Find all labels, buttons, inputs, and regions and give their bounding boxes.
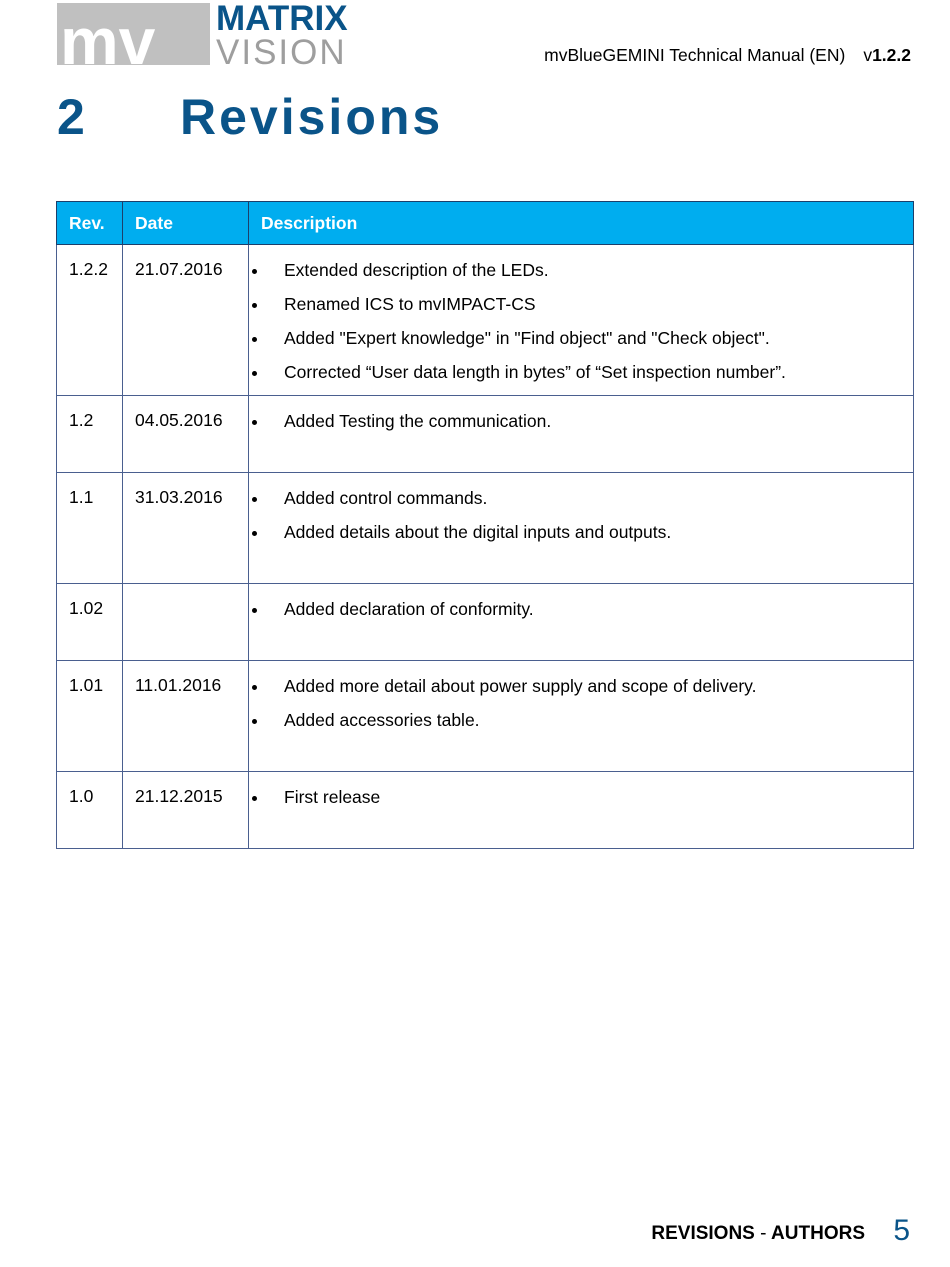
bullet-icon	[252, 796, 257, 801]
revisions-table	[56, 201, 914, 849]
logo-brand-line1: MATRIX	[216, 3, 348, 38]
rev-cell: 1.02	[57, 584, 123, 661]
col-header-rev: Rev.	[57, 202, 123, 245]
bullet-icon	[252, 337, 257, 342]
rev-cell: 1.2.2	[57, 245, 123, 396]
description-list	[249, 487, 901, 544]
description-cell	[249, 584, 914, 661]
description-list	[249, 598, 901, 621]
rev-cell: 1.2	[57, 396, 123, 473]
footer-left: REVISIONS	[651, 1223, 755, 1244]
list-item-text: Added accessories table.	[284, 710, 480, 730]
footer-separator: -	[760, 1223, 767, 1244]
list-item	[249, 521, 901, 544]
list-item	[249, 675, 901, 698]
bullet-icon	[252, 719, 257, 724]
date-cell: 21.07.2016	[123, 245, 249, 396]
bullet-icon	[252, 531, 257, 536]
bullet-icon	[252, 269, 257, 274]
list-item-text: Added control commands.	[284, 488, 488, 508]
date-cell: 21.12.2015	[123, 772, 249, 849]
table-header-row	[57, 202, 914, 245]
bullet-icon	[252, 420, 257, 425]
description-cell	[249, 396, 914, 473]
version-number: 1.2.2	[872, 45, 911, 65]
section-heading	[57, 88, 443, 146]
date-cell: 11.01.2016	[123, 661, 249, 772]
bullet-icon	[252, 608, 257, 613]
list-item	[249, 259, 901, 282]
description-cell	[249, 473, 914, 584]
table-row	[57, 772, 914, 849]
page-number: 5	[893, 1214, 910, 1247]
table-row	[57, 473, 914, 584]
description-list	[249, 786, 901, 809]
rev-cell: 1.0	[57, 772, 123, 849]
list-item	[249, 598, 901, 621]
list-item-text: Extended description of the LEDs.	[284, 260, 549, 280]
table-row	[57, 245, 914, 396]
logo-brand-line2: VISION	[216, 33, 347, 66]
date-cell	[123, 584, 249, 661]
list-item	[249, 487, 901, 510]
description-cell	[249, 661, 914, 772]
list-item-text: Added "Expert knowledge" in "Find object" and "Check object".	[284, 328, 770, 348]
logo-mark: mv	[60, 4, 156, 66]
running-header	[544, 45, 911, 66]
description-list	[249, 410, 901, 433]
bullet-icon	[252, 685, 257, 690]
bullet-icon	[252, 371, 257, 376]
logo-graphic	[57, 3, 362, 66]
list-item-text: Added more detail about power supply and scope of delivery.	[284, 676, 757, 696]
footer-chapter-title	[651, 1223, 865, 1245]
table-row	[57, 661, 914, 772]
list-item-text: First release	[284, 787, 381, 807]
list-item-text: Added Testing the communication.	[284, 411, 552, 431]
date-cell: 31.03.2016	[123, 473, 249, 584]
list-item-text: Added details about the digital inputs and outputs.	[284, 522, 672, 542]
col-header-date: Date	[123, 202, 249, 245]
footer-right: AUTHORS	[771, 1223, 865, 1244]
list-item-text: Corrected “User data length in bytes” of “Set inspection number”.	[284, 362, 786, 382]
bullet-icon	[252, 497, 257, 502]
description-cell	[249, 245, 914, 396]
description-list	[249, 675, 901, 732]
section-title: Revisions	[180, 89, 444, 145]
doc-title: mvBlueGEMINI Technical Manual (EN)	[544, 45, 846, 65]
list-item	[249, 709, 901, 732]
col-header-description: Description	[249, 202, 914, 245]
description-cell	[249, 772, 914, 849]
list-item-text: Added declaration of conformity.	[284, 599, 534, 619]
list-item	[249, 410, 901, 433]
table-row	[57, 396, 914, 473]
matrix-vision-logo	[57, 3, 362, 66]
list-item-text: Renamed ICS to mvIMPACT-CS	[284, 294, 536, 314]
list-item	[249, 361, 901, 384]
bullet-icon	[252, 303, 257, 308]
date-cell: 04.05.2016	[123, 396, 249, 473]
table-row	[57, 584, 914, 661]
version-prefix: v	[863, 45, 873, 65]
list-item	[249, 293, 901, 316]
list-item	[249, 327, 901, 350]
rev-cell: 1.01	[57, 661, 123, 772]
rev-cell: 1.1	[57, 473, 123, 584]
section-number: 2	[57, 89, 88, 145]
list-item	[249, 786, 901, 809]
description-list	[249, 259, 901, 384]
